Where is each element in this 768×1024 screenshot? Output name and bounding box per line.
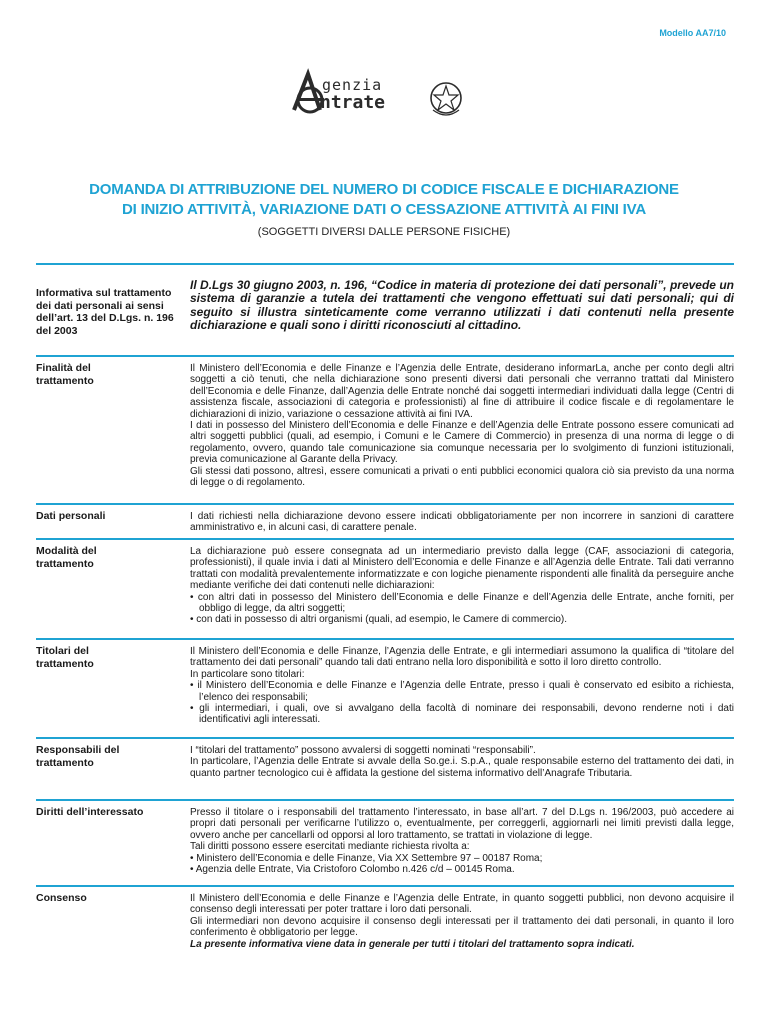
bullet-item: • Ministero dell’Economia e delle Finanze, Via XX Settembre 97 – 00187 Roma; xyxy=(190,852,543,864)
logo-text-agenzia: genzia xyxy=(322,76,383,94)
section-label: Informativa sul trattamento dei dati personali ai sensi dell’art. 13 del D.Lgs. n. 196 del 2003 xyxy=(36,287,174,337)
bullet-item: • con dati in possesso di altri organismi (quali, ad esempio, le Camere di commercio). xyxy=(190,614,567,626)
section-content xyxy=(190,363,734,488)
section-content xyxy=(190,745,734,779)
section-paragraph: I dati richiesti nella dichiarazione devono essere indicati obbligatoriamente per non incorrere in sanzioni di carattere amministrativo e, in alcuni casi, di carattere penale. xyxy=(190,511,734,534)
section-paragraph: Il Ministero dell’Economia e delle Finanze e l’Agenzia delle Entrate, in quanto soggetti pubblici, non devono acquisire il consenso degli interessati per poter trattare i loro dati personali. xyxy=(190,893,734,916)
model-code: Modello AA7/10 xyxy=(659,28,726,38)
section-paragraph: I dati in possesso del Ministero dell’Economia e delle Finanze e dell’Agenzia delle Entrate possono essere comunicati ad altri soggetti pubblici (quali, ad esempio, i Comuni e le Camere di Commercio) in presenza di una norma di legge o di regolamento, ovvero, quando tale comunicazione sia comunque necessaria per lo svolgimento di funzioni istituzionali, previa comunicazione al Garante della Privacy. xyxy=(190,420,734,466)
title-line-1: DOMANDA DI ATTRIBUZIONE DEL NUMERO DI CODICE FISCALE E DICHIARAZIONE xyxy=(89,181,679,198)
agenzia-entrate-logo xyxy=(290,66,470,126)
section-content xyxy=(190,646,734,726)
section-dati-personali xyxy=(36,503,734,538)
section-content xyxy=(190,279,734,333)
section-titolari xyxy=(36,638,734,737)
section-content xyxy=(190,807,734,875)
section-paragraph: Gli intermediari non devono acquisire il consenso degli interessati per il trattamento dei dati personali, in quanto il loro conferimento è obbligatorio per legge. xyxy=(190,915,734,939)
section-modalita xyxy=(36,538,734,638)
bullet-item: • gli intermediari, i quali, ove si avvalgano della facoltà di nominare dei responsabili, devono renderne noti i dati identificativi agli interessati. xyxy=(190,703,734,726)
section-paragraph: I “titolari del trattamento” possono avvalersi di soggetti nominati “responsabili”. xyxy=(190,745,536,756)
section-paragraph: Tali diritti possono essere esercitati mediante richiesta rivolta a: xyxy=(190,841,470,853)
section-label: Consenso xyxy=(36,892,87,904)
section-paragraph: In particolare, l’Agenzia delle Entrate si avvale della So.ge.i. S.p.A., quale responsabile esterno del trattamento dei dati, in quanto partner tecnologico cui è affidata la gestione del sistema informativo dell’Anagrafe Tributaria. xyxy=(190,756,734,779)
section-label: Modalità del trattamento xyxy=(36,545,97,570)
section-content xyxy=(190,893,734,950)
section-responsabili xyxy=(36,737,734,799)
title-line-2: DI INIZIO ATTIVITÀ, VARIAZIONE DATI O CESSAZIONE ATTIVITÀ AI FINI IVA xyxy=(122,201,646,218)
bullet-item: • Agenzia delle Entrate, Via Cristoforo Colombo n.426 c/d – 00145 Roma. xyxy=(190,864,515,876)
section-consenso xyxy=(36,885,734,961)
section-label: Finalità del trattamento xyxy=(36,362,94,387)
page-title xyxy=(40,180,728,220)
page-subtitle: (SOGGETTI DIVERSI DALLE PERSONE FISICHE) xyxy=(257,226,511,238)
bullet-item: • il Ministero dell’Economia e delle Finanze e l’Agenzia delle Entrate, presso i quali è conservato ed esibito a richiesta, l’elenco dei responsabili; xyxy=(190,680,734,703)
section-paragraph: Presso il titolare o i responsabili del trattamento l’interessato, in base all’art. 7 del D.Lgs n. 196/2003, può accedere ai propri dati personali per verificarne l’utilizzo o, eventualmente, per correggerli, aggiornarli nei limiti previsti dalla legge, ovvero anche per cancellarli od opporsi al loro trattamento, se trattati in violazione di legge. xyxy=(190,807,734,841)
logo-text-entrate: ntrate xyxy=(320,92,386,113)
section-finalita xyxy=(36,355,734,503)
section-paragraph: Il Ministero dell’Economia e delle Finanze e l’Agenzia delle Entrate, desiderano informarLa, anche per conto degli altri soggetti a ciò tenuti, che nella dichiarazione sono presenti diversi dati personali che verranno trattati dal Ministero dell’Economia e delle Finanze, dall’Agenzia delle Entrate nonché dai soggetti intermediari individuati dalla legge (Centri di assistenza fiscale, associazioni di categoria e professionisti) al fine di attribuire il codice fiscale e di regolamentare le dichiarazioni di inizio, variazione o cessazione attività ai fini IVA. xyxy=(190,363,734,420)
section-paragraph: Il D.Lgs 30 giugno 2003, n. 196, “Codice in materia di protezione dei dati personali”, prevede un sistema di garanzie a tutela dei trattamenti che vengono effettuati sui dati personali; qui di seguito si illustra sinteticamente come verranno utilizzati i dati contenuti nella presente dichiarazione e quali sono i diritti riconosciuti al cittadino. xyxy=(190,278,734,333)
section-paragraph: La dichiarazione può essere consegnata ad un intermediario previsto dalla legge (CAF, associazioni di categoria, professionisti), il quale invia i dati al Ministero dell’Economia e delle Finanze e all’Agenzia delle Entrate. Tali dati verranno trattati con modalità prevalentemente informatizzate e con logiche pienamente rispondenti alle finalità da perseguire anche mediante verifiche dei dati contenuti nelle dichiarazioni: xyxy=(190,546,734,592)
section-content xyxy=(190,546,734,626)
section-label: Diritti dell’interessato xyxy=(36,806,144,818)
section-content xyxy=(190,511,734,534)
section-label: Responsabili del trattamento xyxy=(36,744,120,769)
section-informativa xyxy=(36,263,734,355)
section-label: Dati personali xyxy=(36,510,106,522)
closing-statement: La presente informativa viene data in generale per tutti i titolari del trattamento sopra indicati. xyxy=(190,938,635,950)
section-paragraph: Gli stessi dati possono, altresì, essere comunicati a privati o enti pubblici economici qualora ciò sia previsto da una norma di legge o di regolamento. xyxy=(190,465,734,489)
information-table xyxy=(36,263,734,961)
section-label: Titolari del trattamento xyxy=(36,645,94,670)
section-paragraph: Il Ministero dell’Economia e delle Finanze, l’Agenzia delle Entrate, e gli intermediari assumono la qualifica di “titolare del trattamento dei dati personali” quando tali dati entrano nella loro disponibilità e sotto il loro diretto controllo. xyxy=(190,646,734,669)
bullet-item: • con altri dati in possesso del Ministero dell’Economia e delle Finanze e dell’Agenzia delle Entrate, anche forniti, per obbligo di legge, da altri soggetti; xyxy=(190,591,734,615)
section-paragraph: In particolare sono titolari: xyxy=(190,668,305,680)
section-diritti xyxy=(36,799,734,885)
